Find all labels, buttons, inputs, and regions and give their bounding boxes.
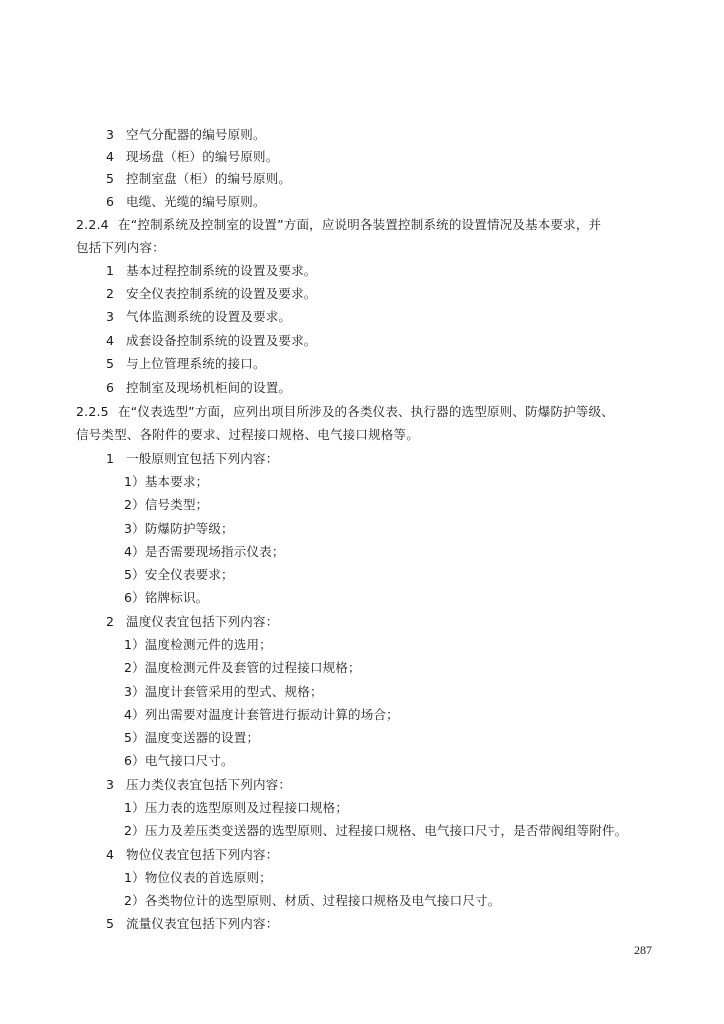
list-item: 1 基本过程控制系统的设置及要求。	[106, 263, 317, 278]
sub-item: 5）温度变送器的设置；	[124, 730, 260, 745]
sub-item: 2）各类物位计的选型原则、材质、过程接口规格及电气接口尺寸。	[124, 893, 501, 908]
section-2-2-4: 2.2.4 在“控制系统及控制室的设置”方面，应说明各装置控制系统的设置情况及基本要求，并	[76, 217, 602, 232]
page-number: 287	[634, 943, 652, 957]
sub-item: 1）温度检测元件的选用；	[124, 637, 272, 652]
list-item: 5 流量仪表宜包括下列内容：	[106, 916, 279, 931]
list-item: 2 温度仪表宜包括下列内容：	[106, 614, 279, 629]
sub-item: 5）安全仪表要求；	[124, 567, 234, 582]
sub-item: 6）电气接口尺寸。	[124, 753, 234, 768]
list-item: 2 安全仪表控制系统的设置及要求。	[106, 286, 317, 301]
sub-item: 6）铭牌标识。	[124, 590, 209, 605]
sub-item: 3）防爆防护等级；	[124, 521, 234, 536]
list-item: 5 与上位管理系统的接口。	[106, 356, 266, 371]
list-item: 3 压力类仪表宜包括下列内容：	[106, 777, 292, 792]
list-item: 5 控制室盘（柜）的编号原则。	[106, 171, 292, 186]
sub-item: 1）基本要求；	[124, 474, 209, 489]
sub-item: 2）温度检测元件及套管的过程接口规格；	[124, 660, 361, 675]
list-item: 6 控制室及现场机柜间的设置。	[106, 380, 292, 395]
list-item: 3 空气分配器的编号原则。	[106, 127, 266, 142]
sub-item: 2）压力及差压类变送器的选型原则、过程接口规格、电气接口尺寸，是否带阀组等附件。	[124, 823, 628, 838]
sub-item: 4）是否需要现场指示仪表；	[124, 544, 285, 559]
sub-item: 3）温度计套管采用的型式、规格；	[124, 684, 323, 699]
sub-item: 2）信号类型；	[124, 497, 209, 512]
section-2-2-5-cont: 信号类型、各附件的要求、过程接口规格、电气接口规格等。	[76, 427, 419, 442]
list-item: 4 现场盘（柜）的编号原则。	[106, 149, 279, 164]
list-item: 6 电缆、光缆的编号原则。	[106, 194, 266, 209]
sub-item: 4）列出需要对温度计套管进行振动计算的场合；	[124, 707, 399, 722]
section-2-2-5: 2.2.5 在“仪表选型”方面，应列出项目所涉及的各类仪表、执行器的选型原则、防爆防护等级、	[76, 404, 614, 419]
section-2-2-4-cont: 包括下列内容：	[76, 240, 165, 255]
list-item: 3 气体监测系统的设置及要求。	[106, 309, 292, 324]
sub-item: 1）物位仪表的首选原则；	[124, 870, 272, 885]
list-item: 4 成套设备控制系统的设置及要求。	[106, 333, 317, 348]
list-item: 1 一般原则宜包括下列内容：	[106, 451, 279, 466]
sub-item: 1）压力表的选型原则及过程接口规格；	[124, 800, 349, 815]
list-item: 4 物位仪表宜包括下列内容：	[106, 847, 279, 862]
